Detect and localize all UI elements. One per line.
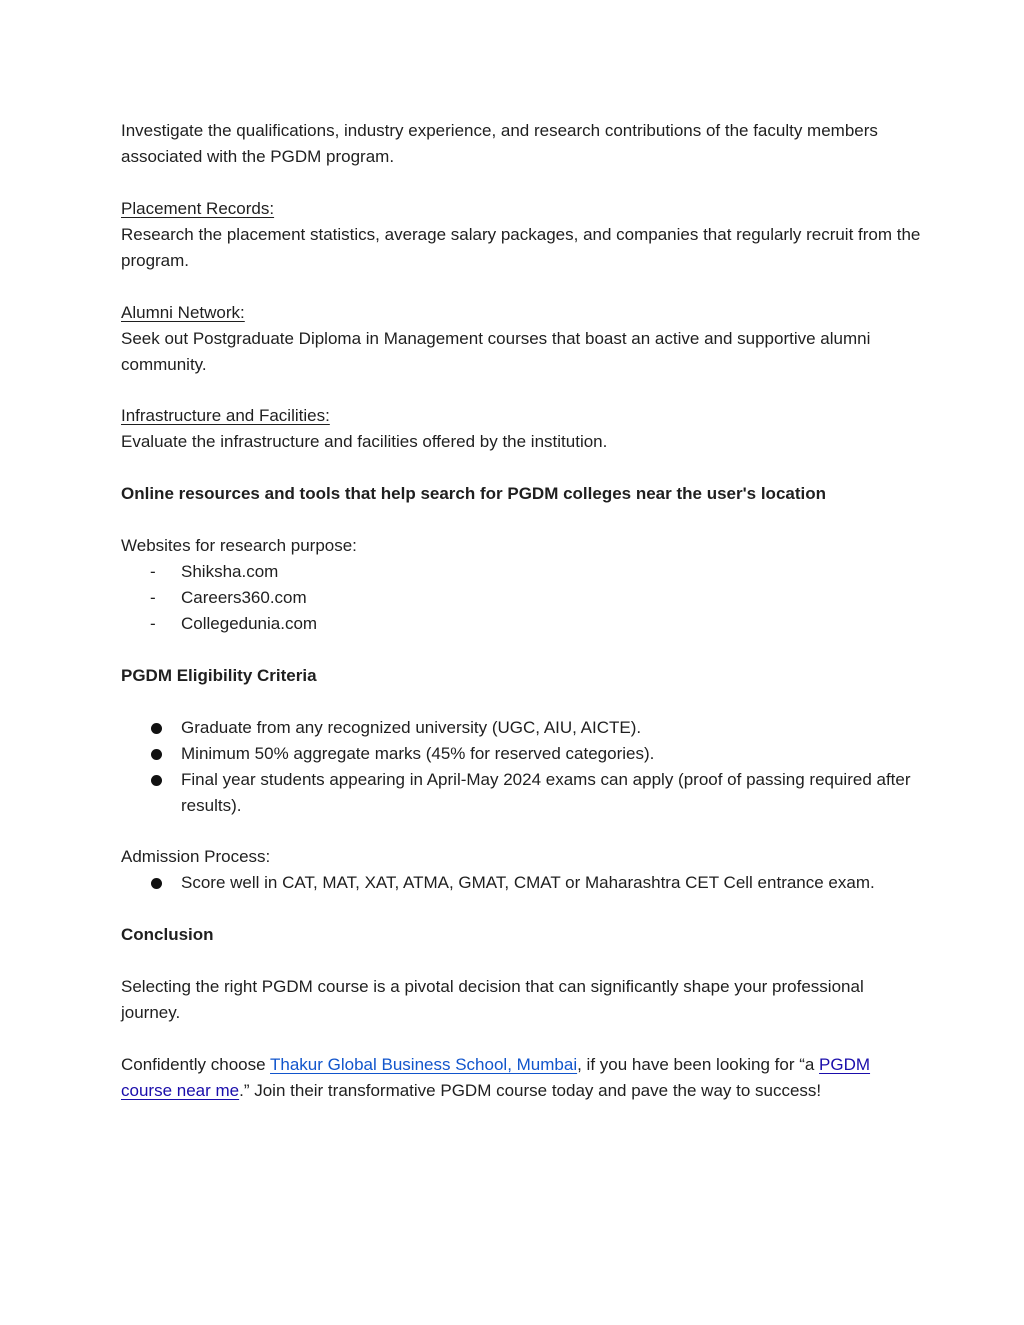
cta-paragraph	[121, 1052, 921, 1104]
list-item	[121, 767, 921, 819]
bullet-icon	[151, 749, 162, 760]
bullet-icon	[151, 723, 162, 734]
websites-list	[121, 559, 921, 637]
admission-list	[121, 870, 921, 896]
dash-marker: -	[150, 561, 156, 581]
cta-prefix: Confidently choose	[121, 1054, 271, 1074]
bullet-icon	[151, 878, 162, 889]
list-item	[121, 585, 921, 611]
document-body	[121, 118, 921, 1104]
dash-marker: -	[150, 587, 156, 607]
list-item	[121, 715, 921, 741]
alumni-paragraph: Seek out Postgraduate Diploma in Management courses that boast an active and supportive alumni community.	[121, 328, 871, 374]
website-name: Shiksha.com	[181, 561, 279, 581]
alumni-heading: Alumni Network:	[121, 302, 245, 322]
pgdm-course-link[interactable]: PGDM course near me	[121, 1054, 871, 1100]
bullet-icon	[151, 775, 162, 786]
eligibility-heading: PGDM Eligibility Criteria	[121, 665, 317, 685]
eligibility-item: Final year students appearing in April-May 2024 exams can apply (proof of passing required after results).	[181, 769, 911, 815]
infrastructure-paragraph: Evaluate the infrastructure and facilities offered by the institution.	[121, 432, 608, 452]
placement-heading: Placement Records:	[121, 198, 275, 218]
cta-mid: , if you have been looking for “a	[577, 1054, 820, 1074]
list-item	[121, 559, 921, 585]
eligibility-list	[121, 715, 921, 819]
websites-label: Websites for research purpose:	[121, 535, 357, 555]
list-item	[121, 870, 921, 896]
website-name: Collegedunia.com	[181, 613, 318, 633]
eligibility-item: Graduate from any recognized university (UGC, AIU, AICTE).	[181, 717, 642, 737]
conclusion-heading: Conclusion	[121, 925, 214, 945]
dash-marker: -	[150, 613, 156, 633]
conclusion-paragraph: Selecting the right PGDM course is a pivotal decision that can significantly shape your professional journey.	[121, 976, 864, 1022]
admission-label: Admission Process:	[121, 847, 271, 867]
list-item	[121, 611, 921, 637]
thakur-school-link[interactable]: Thakur Global Business School, Mumbai	[270, 1054, 578, 1074]
list-item	[121, 741, 921, 767]
faculty-paragraph: Investigate the qualifications, industry experience, and research contributions of the faculty members associated with the PGDM program.	[121, 121, 878, 166]
eligibility-item: Minimum 50% aggregate marks (45% for reserved categories).	[181, 743, 655, 763]
online-resources-heading: Online resources and tools that help search for PGDM colleges near the user's location	[121, 484, 827, 504]
infrastructure-heading: Infrastructure and Facilities:	[121, 406, 330, 426]
placement-paragraph: Research the placement statistics, average salary packages, and companies that regularly recruit from the program.	[121, 224, 921, 270]
website-name: Careers360.com	[181, 587, 307, 607]
admission-item: Score well in CAT, MAT, XAT, ATMA, GMAT, CMAT or Maharashtra CET Cell entrance exam.	[181, 873, 875, 893]
cta-suffix: .” Join their transformative PGDM course today and pave the way to success!	[239, 1080, 822, 1100]
